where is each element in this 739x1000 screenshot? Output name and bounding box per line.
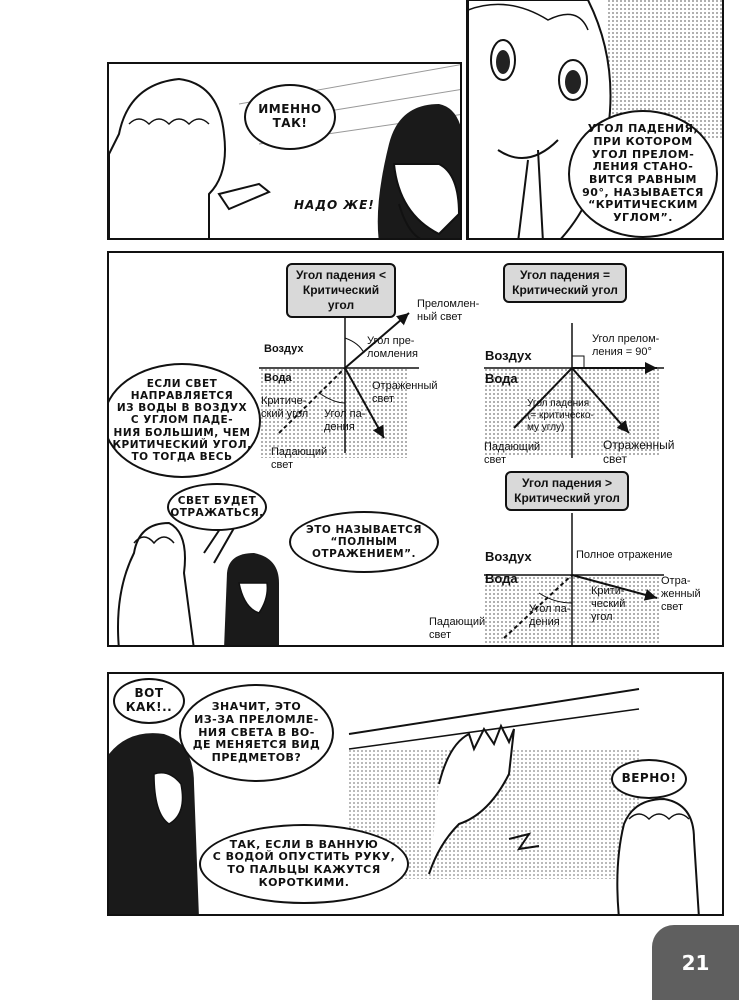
diagram-b-water-label: Вода bbox=[485, 371, 518, 386]
diagram-b-incidence-label: Угол падения (= критическо- му углу) bbox=[527, 398, 594, 433]
speech-bubble-total-reflection-condition: ЕСЛИ СВЕТ НАПРАВЛЯЕТСЯ ИЗ ВОДЫ В ВОЗДУХ С УГЛОМ ПАДЕ- НИЯ БОЛЬШИМ, ЧЕМ КРИТИЧЕСКИЙ УГОЛ, ТО ТОГДА ВЕСЬ bbox=[107, 363, 261, 478]
diagram-a-critical-label: Критиче- ский угол bbox=[261, 395, 309, 421]
panel-top-right bbox=[466, 0, 724, 240]
speech-bubble-i-see: ВОТ КАК!.. bbox=[113, 678, 185, 724]
page-number-tab bbox=[652, 925, 739, 1000]
diagram-a-incident-label: Падающий свет bbox=[271, 446, 328, 472]
panel-middle bbox=[107, 251, 724, 647]
diagram-c-reflected-label: Отра- женный свет bbox=[661, 575, 701, 614]
diagram-a-air-label: Воздух bbox=[264, 343, 304, 355]
diagram-c-air-label: Воздух bbox=[485, 549, 532, 564]
diagram-b-air-label: Воздух bbox=[485, 348, 532, 363]
diagram-a-refraction-angle-label: Угол пре- ломления bbox=[367, 335, 418, 361]
diagram-c-critical-label: Крити- ческий угол bbox=[591, 585, 626, 624]
diagram-a-incidence-label: Угол па- дения bbox=[324, 408, 366, 434]
diagram-a-condition-box: Угол падения < Критический угол bbox=[286, 263, 396, 318]
diagram-b-incident-label: Падающий свет bbox=[484, 441, 541, 467]
diagram-b-condition-box: Угол падения = Критический угол bbox=[503, 263, 627, 303]
panel-bottom bbox=[107, 672, 724, 916]
speech-bubble-critical-angle-definition: УГОЛ ПАДЕНИЯ, ПРИ КОТОРОМ УГОЛ ПРЕЛОМ- ЛЕНИЯ СТАНО- ВИТСЯ РАВНЫМ 90°, НАЗЫВАЕТСЯ “КРИТИЧЕСКИМ УГЛОМ”. bbox=[568, 110, 718, 238]
speech-bubble-fingers-look-short: ТАК, ЕСЛИ В ВАННУЮ С ВОДОЙ ОПУСТИТЬ РУКУ, ТО ПАЛЬЦЫ КАЖУТСЯ КОРОТКИМИ. bbox=[199, 824, 409, 904]
diagram-b-refraction-angle-label: Угол прелом- ления = 90° bbox=[592, 333, 660, 359]
page-number: 21 bbox=[681, 950, 710, 975]
diagram-c-total-reflection-label: Полное отражение bbox=[576, 549, 673, 561]
diagram-c-water-label: Вода bbox=[485, 571, 518, 586]
speech-bubble-all-light-reflects: СВЕТ БУДЕТ ОТРАЖАТЬСЯ. bbox=[167, 483, 267, 531]
panel-top-left bbox=[107, 62, 462, 240]
diagram-a-reflected-label: Отраженный свет bbox=[372, 380, 438, 406]
diagram-c-incidence-label: Угол па- дения bbox=[529, 603, 571, 629]
speech-bubble-exactly: ИМЕННО ТАК! bbox=[244, 84, 336, 150]
diagram-c-incident-label: Падающий свет bbox=[429, 616, 486, 642]
sfx-wow: НАДО ЖЕ! bbox=[294, 198, 375, 212]
diagram-c-condition-box: Угол падения > Критический угол bbox=[505, 471, 629, 511]
speech-bubble-total-internal-reflection: ЭТО НАЗЫВАЕТСЯ “ПОЛНЫМ ОТРАЖЕНИЕМ”. bbox=[289, 511, 439, 573]
diagram-a-refracted-label: Преломлен- ный свет bbox=[417, 298, 480, 324]
diagram-b-reflected-label: Отраженный свет bbox=[603, 438, 675, 467]
speech-bubble-correct: ВЕРНО! bbox=[611, 759, 687, 799]
speech-bubble-refraction-question: ЗНАЧИТ, ЭТО ИЗ-ЗА ПРЕЛОМЛЕ- НИЯ СВЕТА В ВО- ДЕ МЕНЯЕТСЯ ВИД ПРЕДМЕТОВ? bbox=[179, 684, 334, 782]
diagram-a-water-label: Вода bbox=[264, 372, 292, 384]
